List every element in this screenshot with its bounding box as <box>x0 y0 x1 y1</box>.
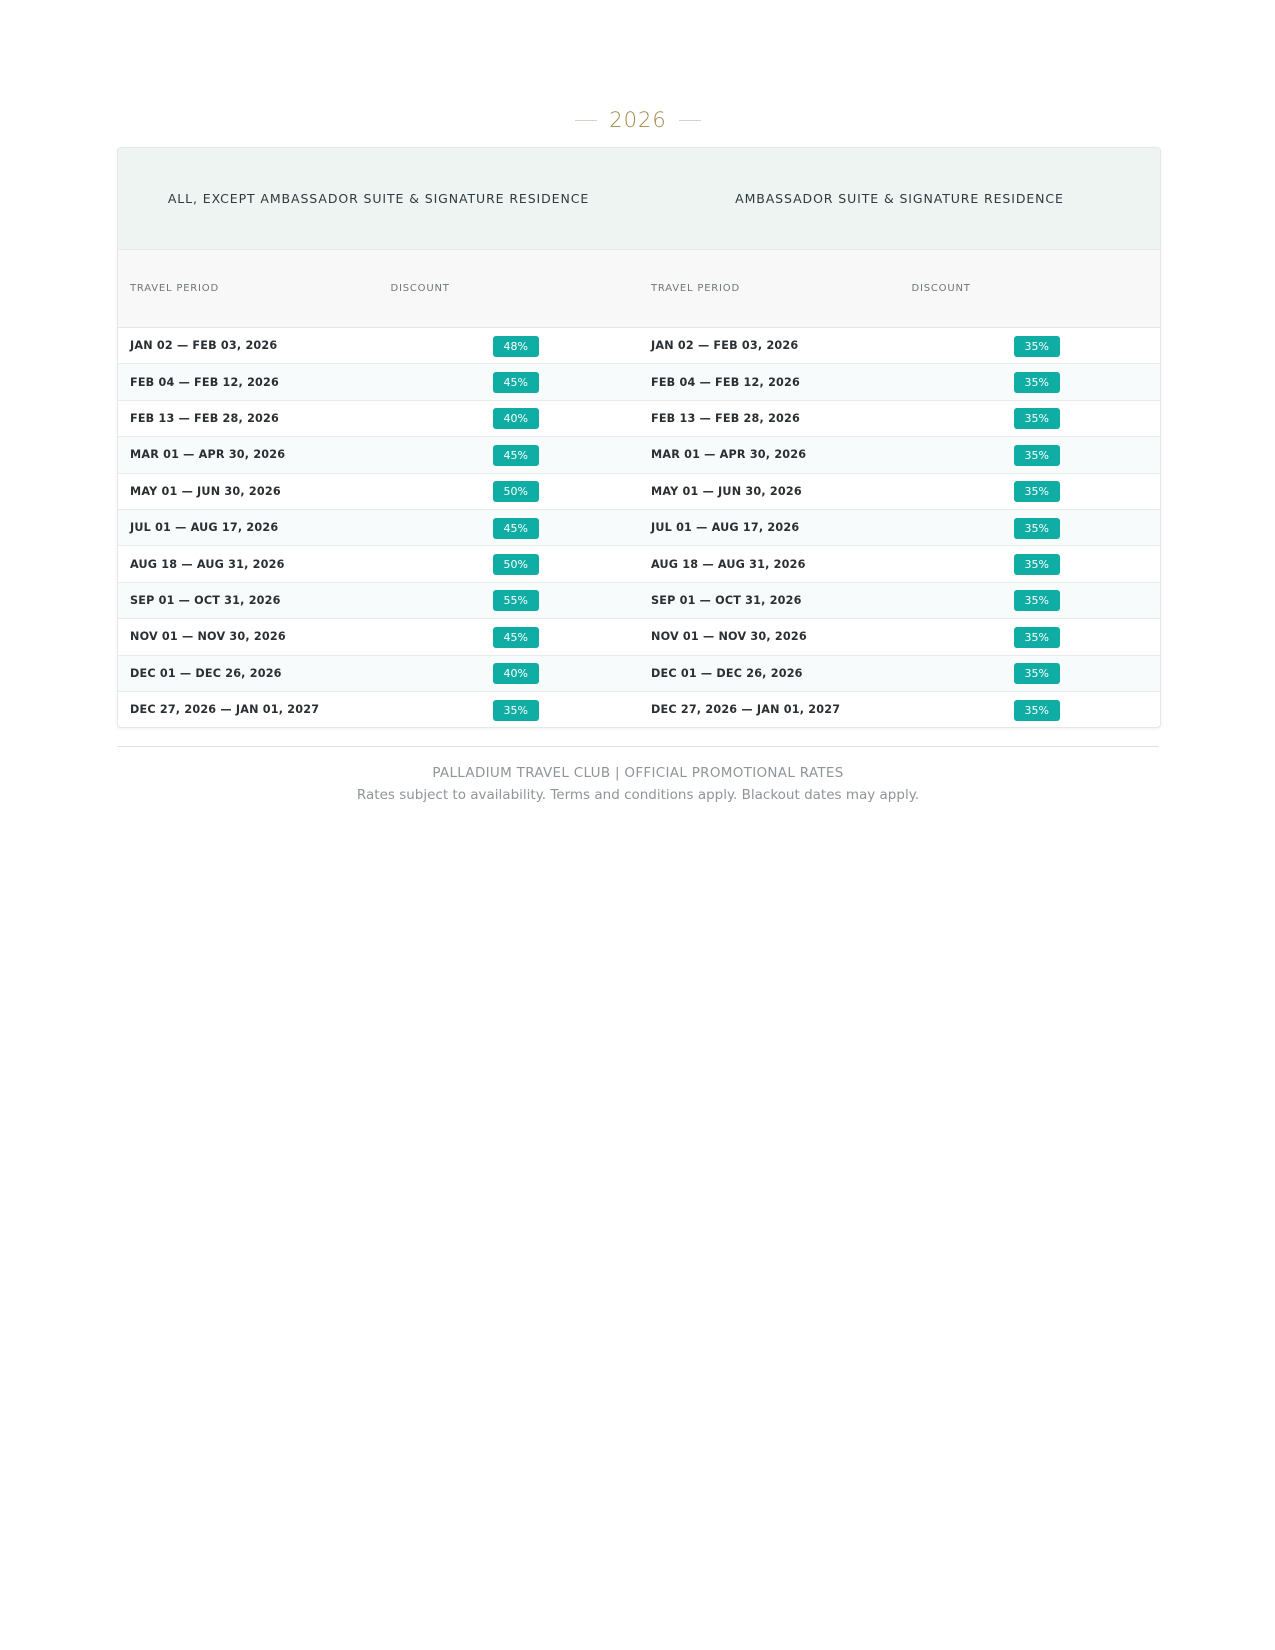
table-body <box>118 328 1160 727</box>
discount-cell-standard <box>379 699 640 721</box>
travel-period-ambassador: DEC 01 — DEC 26, 2026 <box>651 666 803 680</box>
category-ambassador: AMBASSADOR SUITE & SIGNATURE RESIDENCE <box>735 191 1064 206</box>
discount-cell-ambassador <box>900 553 1161 575</box>
discount-badge: 35% <box>1014 336 1060 357</box>
travel-period-standard: JAN 02 — FEB 03, 2026 <box>130 339 278 353</box>
column-header-period-ambassador: TRAVEL PERIOD <box>651 283 740 294</box>
discount-cell-standard <box>379 480 640 502</box>
discount-cell-standard <box>379 553 640 575</box>
travel-period-standard: MAR 01 — APR 30, 2026 <box>130 448 286 462</box>
table-row <box>118 364 1160 400</box>
travel-period-ambassador: FEB 13 — FEB 28, 2026 <box>651 411 801 425</box>
discount-cell-ambassador <box>900 589 1161 611</box>
discount-cell-ambassador <box>900 626 1161 648</box>
discount-cell-ambassador <box>900 699 1161 721</box>
discount-cell-standard <box>379 589 640 611</box>
travel-period-standard: DEC 27, 2026 — JAN 01, 2027 <box>130 703 320 717</box>
footer-title: PALLADIUM TRAVEL CLUB | OFFICIAL PROMOTIONAL RATES <box>432 765 844 781</box>
discount-badge: 45% <box>493 372 539 393</box>
table-row <box>118 328 1160 364</box>
discount-badge: 35% <box>1014 445 1060 466</box>
year-title-group <box>575 100 700 140</box>
travel-period-ambassador: JAN 02 — FEB 03, 2026 <box>651 339 799 353</box>
category-standard: ALL, EXCEPT AMBASSADOR SUITE & SIGNATURE RESIDENCE <box>167 191 590 206</box>
year-divider-right <box>679 120 701 121</box>
discount-cell-ambassador <box>900 517 1161 539</box>
discount-badge: 35% <box>1014 554 1060 575</box>
table-row <box>118 474 1160 510</box>
travel-period-ambassador: SEP 01 — OCT 31, 2026 <box>651 593 802 607</box>
travel-period-ambassador: NOV 01 — NOV 30, 2026 <box>651 630 807 644</box>
travel-period-standard: MAY 01 — JUN 30, 2026 <box>130 484 281 498</box>
discount-badge: 40% <box>493 663 539 684</box>
footer-divider <box>117 746 1159 747</box>
discount-badge: 45% <box>493 627 539 648</box>
discount-cell-standard <box>379 662 640 684</box>
discount-cell-standard <box>379 517 640 539</box>
discount-cell-ambassador <box>900 371 1161 393</box>
discount-cell-ambassador <box>900 407 1161 429</box>
discount-badge: 35% <box>1014 481 1060 502</box>
table-row <box>118 619 1160 655</box>
footer <box>117 762 1159 806</box>
travel-period-ambassador: DEC 27, 2026 — JAN 01, 2027 <box>651 703 841 717</box>
discount-cell-ambassador <box>900 480 1161 502</box>
travel-period-standard: AUG 18 — AUG 31, 2026 <box>130 557 285 571</box>
discount-badge: 50% <box>493 481 539 502</box>
table-row <box>118 656 1160 692</box>
discount-cell-standard <box>379 444 640 466</box>
year-heading <box>117 100 1159 140</box>
discount-badge: 35% <box>1014 518 1060 539</box>
travel-period-ambassador: JUL 01 — AUG 17, 2026 <box>651 521 800 535</box>
footer-disclaimer: Rates subject to availability. Terms and conditions apply. Blackout dates may apply. <box>356 787 920 803</box>
discount-cell-ambassador <box>900 335 1161 357</box>
column-header-period-standard: TRAVEL PERIOD <box>130 283 219 294</box>
discount-cell-standard <box>379 371 640 393</box>
year-title: 2026 <box>609 108 667 132</box>
discount-badge: 35% <box>1014 408 1060 429</box>
table-row <box>118 437 1160 473</box>
travel-period-standard: NOV 01 — NOV 30, 2026 <box>130 630 286 644</box>
rates-table <box>117 147 1161 728</box>
discount-cell-ambassador <box>900 662 1161 684</box>
table-row <box>118 583 1160 619</box>
table-row <box>118 401 1160 437</box>
discount-cell-standard <box>379 335 640 357</box>
travel-period-standard: JUL 01 — AUG 17, 2026 <box>130 521 279 535</box>
travel-period-ambassador: AUG 18 — AUG 31, 2026 <box>651 557 806 571</box>
column-header-discount-standard: DISCOUNT <box>390 283 450 294</box>
discount-cell-standard <box>379 407 640 429</box>
discount-cell-standard <box>379 626 640 648</box>
column-header-discount-ambassador: DISCOUNT <box>911 283 971 294</box>
travel-period-standard: SEP 01 — OCT 31, 2026 <box>130 593 281 607</box>
discount-cell-ambassador <box>900 444 1161 466</box>
table-row <box>118 546 1160 582</box>
discount-badge: 35% <box>1014 663 1060 684</box>
discount-badge: 55% <box>493 590 539 611</box>
column-header-row <box>118 250 1160 328</box>
travel-period-ambassador: MAR 01 — APR 30, 2026 <box>651 448 807 462</box>
table-row <box>118 692 1160 727</box>
travel-period-standard: DEC 01 — DEC 26, 2026 <box>130 666 282 680</box>
discount-badge: 40% <box>493 408 539 429</box>
table-row <box>118 510 1160 546</box>
discount-badge: 35% <box>1014 372 1060 393</box>
discount-badge: 50% <box>493 554 539 575</box>
year-divider-left <box>575 120 597 121</box>
discount-badge: 48% <box>493 336 539 357</box>
discount-badge: 35% <box>1014 627 1060 648</box>
discount-badge: 45% <box>493 518 539 539</box>
discount-badge: 45% <box>493 445 539 466</box>
travel-period-standard: FEB 13 — FEB 28, 2026 <box>130 411 280 425</box>
travel-period-ambassador: MAY 01 — JUN 30, 2026 <box>651 484 802 498</box>
travel-period-ambassador: FEB 04 — FEB 12, 2026 <box>651 375 801 389</box>
travel-period-standard: FEB 04 — FEB 12, 2026 <box>130 375 280 389</box>
discount-badge: 35% <box>493 700 539 721</box>
discount-badge: 35% <box>1014 590 1060 611</box>
category-header-row <box>118 148 1160 250</box>
discount-badge: 35% <box>1014 700 1060 721</box>
